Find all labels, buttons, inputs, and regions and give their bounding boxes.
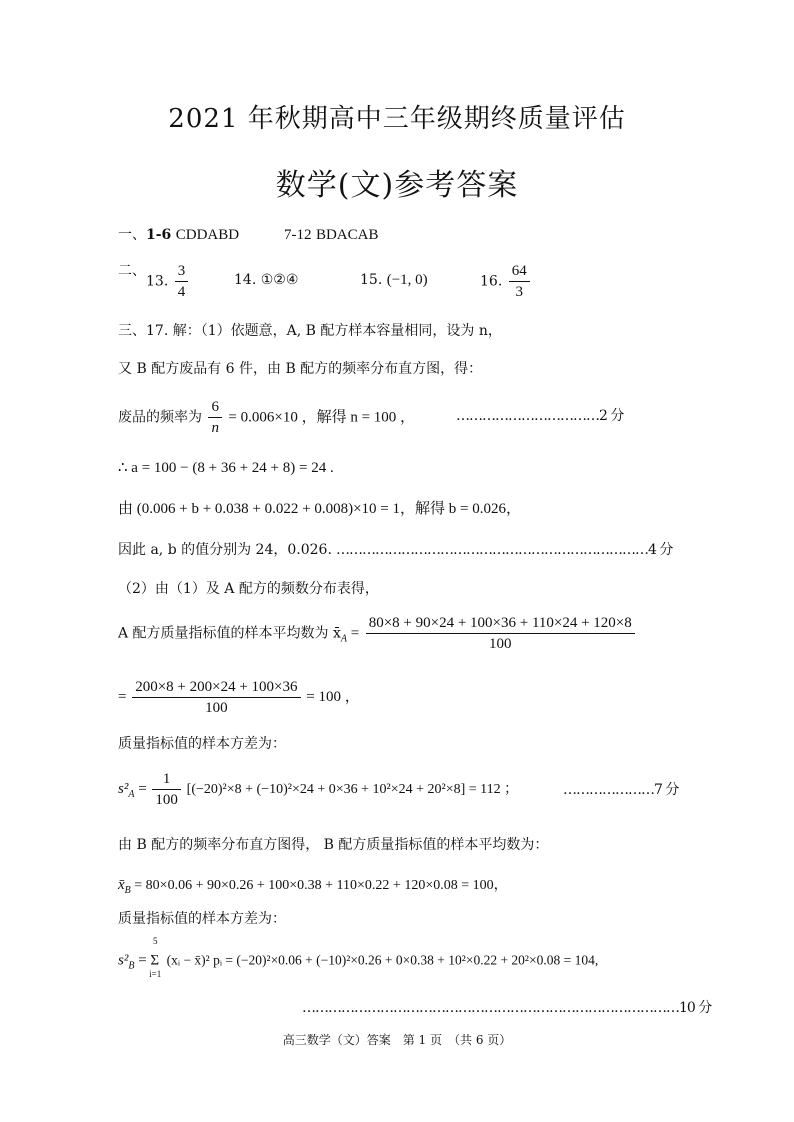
variance-a-fraction bbox=[152, 770, 181, 809]
mean-a-denominator: 100 bbox=[488, 636, 512, 652]
mean-a-subscript: A bbox=[340, 633, 348, 645]
mean-a-equation bbox=[118, 614, 637, 653]
mean-a-simplified-fraction bbox=[132, 678, 300, 717]
section-1-answers bbox=[118, 226, 378, 244]
q16 bbox=[480, 262, 532, 301]
mean-a-simplified-denominator: 100 bbox=[205, 700, 228, 716]
solution-line-14: 质量指标值的样本方差为： bbox=[118, 911, 286, 927]
range-2: 7-12 bbox=[284, 227, 312, 243]
sum-lower-limit: i=1 bbox=[149, 969, 162, 979]
solution-line-3 bbox=[118, 398, 415, 437]
mean-b-symbol: x̄ bbox=[118, 877, 125, 893]
q14 bbox=[234, 271, 298, 289]
solution-line-12: 由 B 配方的频率分布直方图得， B 配方质量指标值的样本平均数为： bbox=[118, 837, 549, 853]
mean-a-simplified-equals: = bbox=[118, 688, 127, 705]
page-title: 2021 年秋期高中三年级期终质量评估 bbox=[168, 104, 626, 134]
variance-b-expression: (xᵢ − x̄)² pᵢ = (−20)²×0.06 + (−10)²×0.26 + 0×0.38 + 10²×0.22 + 20²×0.08 = 104, bbox=[163, 952, 599, 968]
q14-answer: ①②④ bbox=[260, 272, 299, 288]
answers-1-6: CDDABD bbox=[175, 227, 240, 243]
q13-fraction bbox=[175, 262, 189, 301]
mean-b-equation bbox=[118, 876, 508, 900]
variance-a-equation bbox=[118, 770, 518, 809]
q16-denominator: 3 bbox=[515, 284, 523, 300]
waste-frequency-label: 废品的频率为 bbox=[118, 409, 202, 426]
q16-number: 16. bbox=[480, 273, 503, 290]
solution-line-7: （2）由（1）及 A 配方的频数分布表得， bbox=[118, 581, 379, 597]
mean-b-subscript: B bbox=[124, 885, 131, 896]
section-2-label: 二、 bbox=[118, 263, 146, 279]
mean-b-expression: = 80×0.06 + 90×0.26 + 100×0.38 + 110×0.22 + 120×0.08 = 100， bbox=[130, 878, 508, 893]
sum-upper-limit: 5 bbox=[152, 936, 158, 946]
sum-limits bbox=[149, 936, 162, 979]
score-4: ………………………………………………………………4 分 bbox=[336, 542, 673, 558]
q16-numerator: 64 bbox=[509, 262, 530, 282]
waste-fraction bbox=[208, 398, 222, 437]
section-1-label: 一、 bbox=[118, 227, 146, 243]
page-footer: 高三数学（文）答案 第 1 页 （共 6 页） bbox=[282, 1033, 512, 1047]
variance-a-numerator: 1 bbox=[152, 770, 181, 790]
waste-numerator: 6 bbox=[208, 398, 222, 418]
q15-answer: (−1, 0) bbox=[386, 272, 428, 288]
solution-line-1: 三、17. 解：（1）依题意，A, B 配方样本容量相同，设为 n， bbox=[118, 323, 502, 339]
mean-a-simplified-numerator: 200×8 + 200×24 + 100×36 bbox=[132, 678, 300, 698]
score-10: ……………………………………………………………………………10 分 bbox=[302, 1000, 712, 1016]
solution-line-6: 因此 a, b 的值分别为 24，0.026. bbox=[118, 542, 332, 558]
q15 bbox=[360, 271, 428, 289]
score-7: …………………7 分 bbox=[563, 782, 679, 798]
solution-line-2: 又 B 配方废品有 6 件，由 B 配方的频率分布直方图，得： bbox=[118, 361, 483, 377]
mean-a-result: = 100 ， bbox=[306, 688, 360, 705]
q13 bbox=[146, 262, 190, 301]
variance-a-subscript: A bbox=[128, 788, 135, 800]
variance-b-symbol: s² bbox=[118, 952, 129, 969]
variance-b-sum: = Σ bbox=[134, 952, 160, 969]
mean-a-numerator: 80×8 + 90×24 + 100×36 + 110×24 + 120×8 bbox=[366, 614, 635, 634]
variance-b-subscript: B bbox=[128, 960, 135, 972]
variance-a-denominator: 100 bbox=[155, 792, 178, 808]
q15-number: 15. bbox=[360, 272, 383, 288]
solution-line-5: 由 (0.006 + b + 0.038 + 0.022 + 0.008)×10 = 1，解得 b = 0.026， bbox=[118, 501, 521, 517]
q13-number: 13. bbox=[146, 273, 169, 290]
solution-line-4: ∴ a = 100 − (8 + 36 + 24 + 8) = 24 . bbox=[118, 460, 334, 476]
variance-b-equation bbox=[118, 936, 599, 979]
page-subtitle: 数学(文)参考答案 bbox=[275, 168, 519, 203]
answers-7-12: BDACAB bbox=[315, 227, 379, 243]
q16-fraction bbox=[509, 262, 530, 301]
mean-a-simplified bbox=[118, 678, 360, 717]
q14-number: 14. bbox=[234, 272, 257, 288]
q13-numerator: 3 bbox=[175, 262, 189, 282]
mean-a-fraction bbox=[366, 614, 635, 653]
variance-a-symbol: s² bbox=[118, 780, 129, 797]
waste-denominator: n bbox=[211, 420, 219, 436]
variance-a-equals: = bbox=[134, 780, 147, 797]
waste-equation: = 0.006×10 ，解得 n = 100 ， bbox=[228, 409, 416, 426]
score-2: ……………………………2 分 bbox=[456, 408, 624, 424]
q13-denominator: 4 bbox=[177, 284, 186, 300]
mean-a-label: A 配方质量指标值的样本平均数为 x̄ bbox=[118, 625, 341, 642]
solution-line-10: 质量指标值的样本方差为： bbox=[118, 736, 286, 752]
variance-a-expression: [(−20)²×8 + (−10)²×24 + 0×36 + 10²×24 + 20²×8] = 112 ； bbox=[186, 781, 519, 797]
mean-a-equals: = bbox=[347, 625, 360, 642]
range-1: 1-6 bbox=[146, 227, 172, 243]
